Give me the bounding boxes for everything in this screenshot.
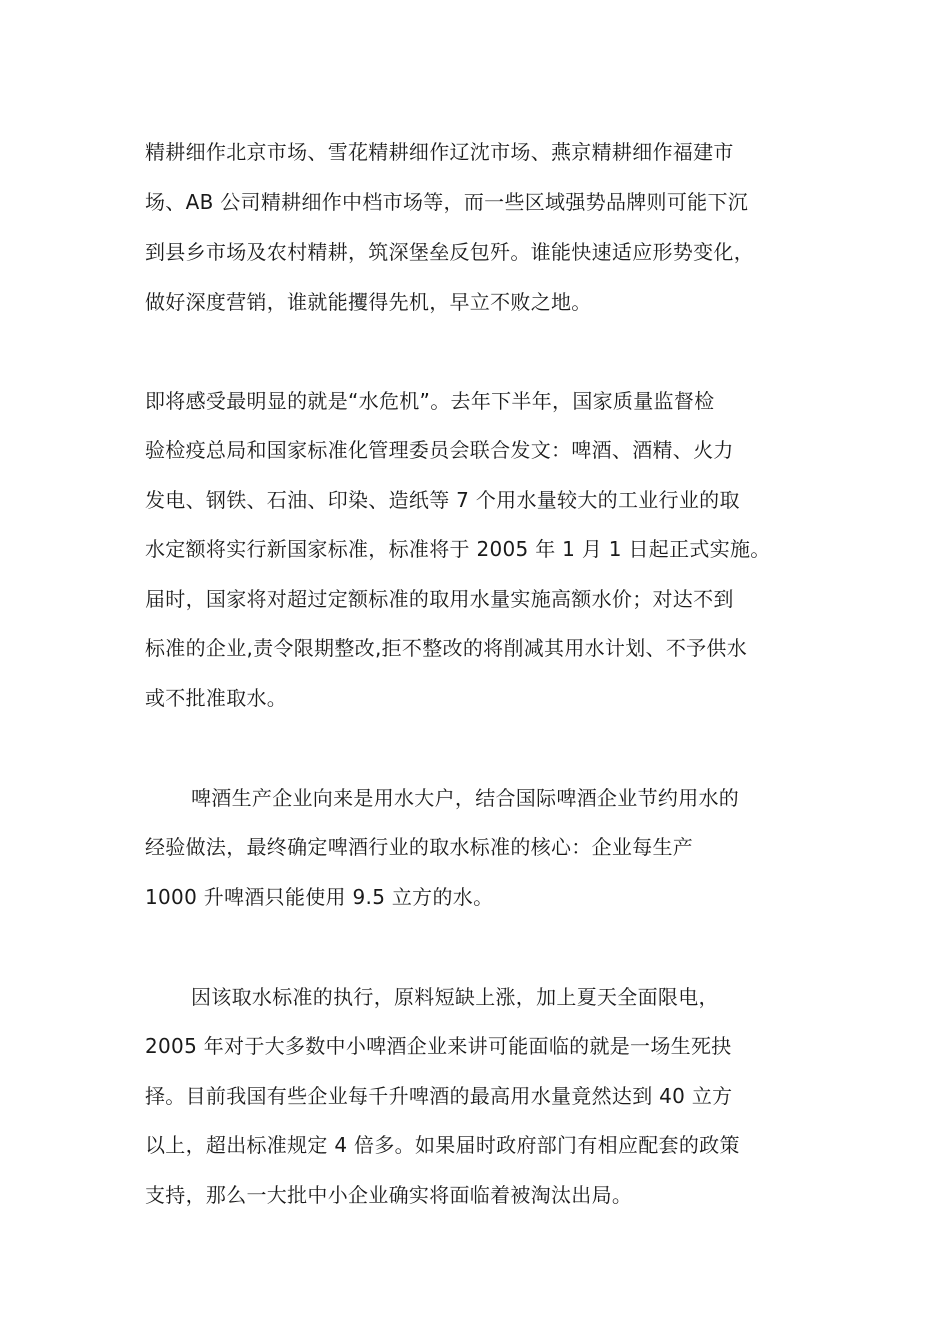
paragraph-line: 或不批准取水。 <box>145 686 288 710</box>
paragraph-line: 水定额将实行新国家标准，标准将于 2005 年 1 月 1 日起正式实施。 <box>145 537 771 561</box>
paragraph-line: 做好深度营销，谁就能攫得先机，早立不败之地。 <box>145 290 592 314</box>
paragraph-line: 场、AB 公司精耕细作中档市场等，而一些区域强势品牌则可能下沉 <box>145 190 749 214</box>
paragraph-line: 经验做法，最终确定啤酒行业的取水标准的核心：企业每生产 <box>145 835 694 859</box>
paragraph-line: 验检疫总局和国家标准化管理委员会联合发文：啤酒、酒精、火力 <box>145 438 734 462</box>
paragraph-line: 啤酒生产企业向来是用水大户，结合国际啤酒企业节约用水的 <box>191 786 740 810</box>
paragraph-line: 2005 年对于大多数中小啤酒企业来讲可能面临的就是一场生死抉 <box>145 1034 732 1058</box>
paragraph-line: 精耕细作北京市场、雪花精耕细作辽沈市场、燕京精耕细作福建市 <box>145 140 734 164</box>
paragraph-line: 择。目前我国有些企业每千升啤酒的最高用水量竟然达到 40 立方 <box>145 1084 733 1108</box>
paragraph-line: 标准的企业,责令限期整改,拒不整改的将削减其用水计划、不予供水 <box>145 636 748 660</box>
paragraph-line: 以上，超出标准规定 4 倍多。如果届时政府部门有相应配套的政策 <box>145 1133 740 1157</box>
paragraph-line: 支持，那么一大批中小企业确实将面临着被淘汰出局。 <box>145 1183 633 1207</box>
paragraph-line: 届时，国家将对超过定额标准的取用水量实施高额水价；对达不到 <box>145 587 734 611</box>
paragraph-line: 1000 升啤酒只能使用 9.5 立方的水。 <box>145 885 494 909</box>
paragraph-line: 因该取水标准的执行，原料短缺上涨，加上夏天全面限电， <box>191 985 719 1009</box>
paragraph-line: 即将感受最明显的就是“水危机”。去年下半年，国家质量监督检 <box>145 389 715 413</box>
paragraph-line: 发电、钢铁、石油、印染、造纸等 7 个用水量较大的工业行业的取 <box>145 488 740 512</box>
paragraph-line: 到县乡市场及农村精耕，筑深堡垒反包歼。谁能快速适应形势变化， <box>145 240 754 264</box>
